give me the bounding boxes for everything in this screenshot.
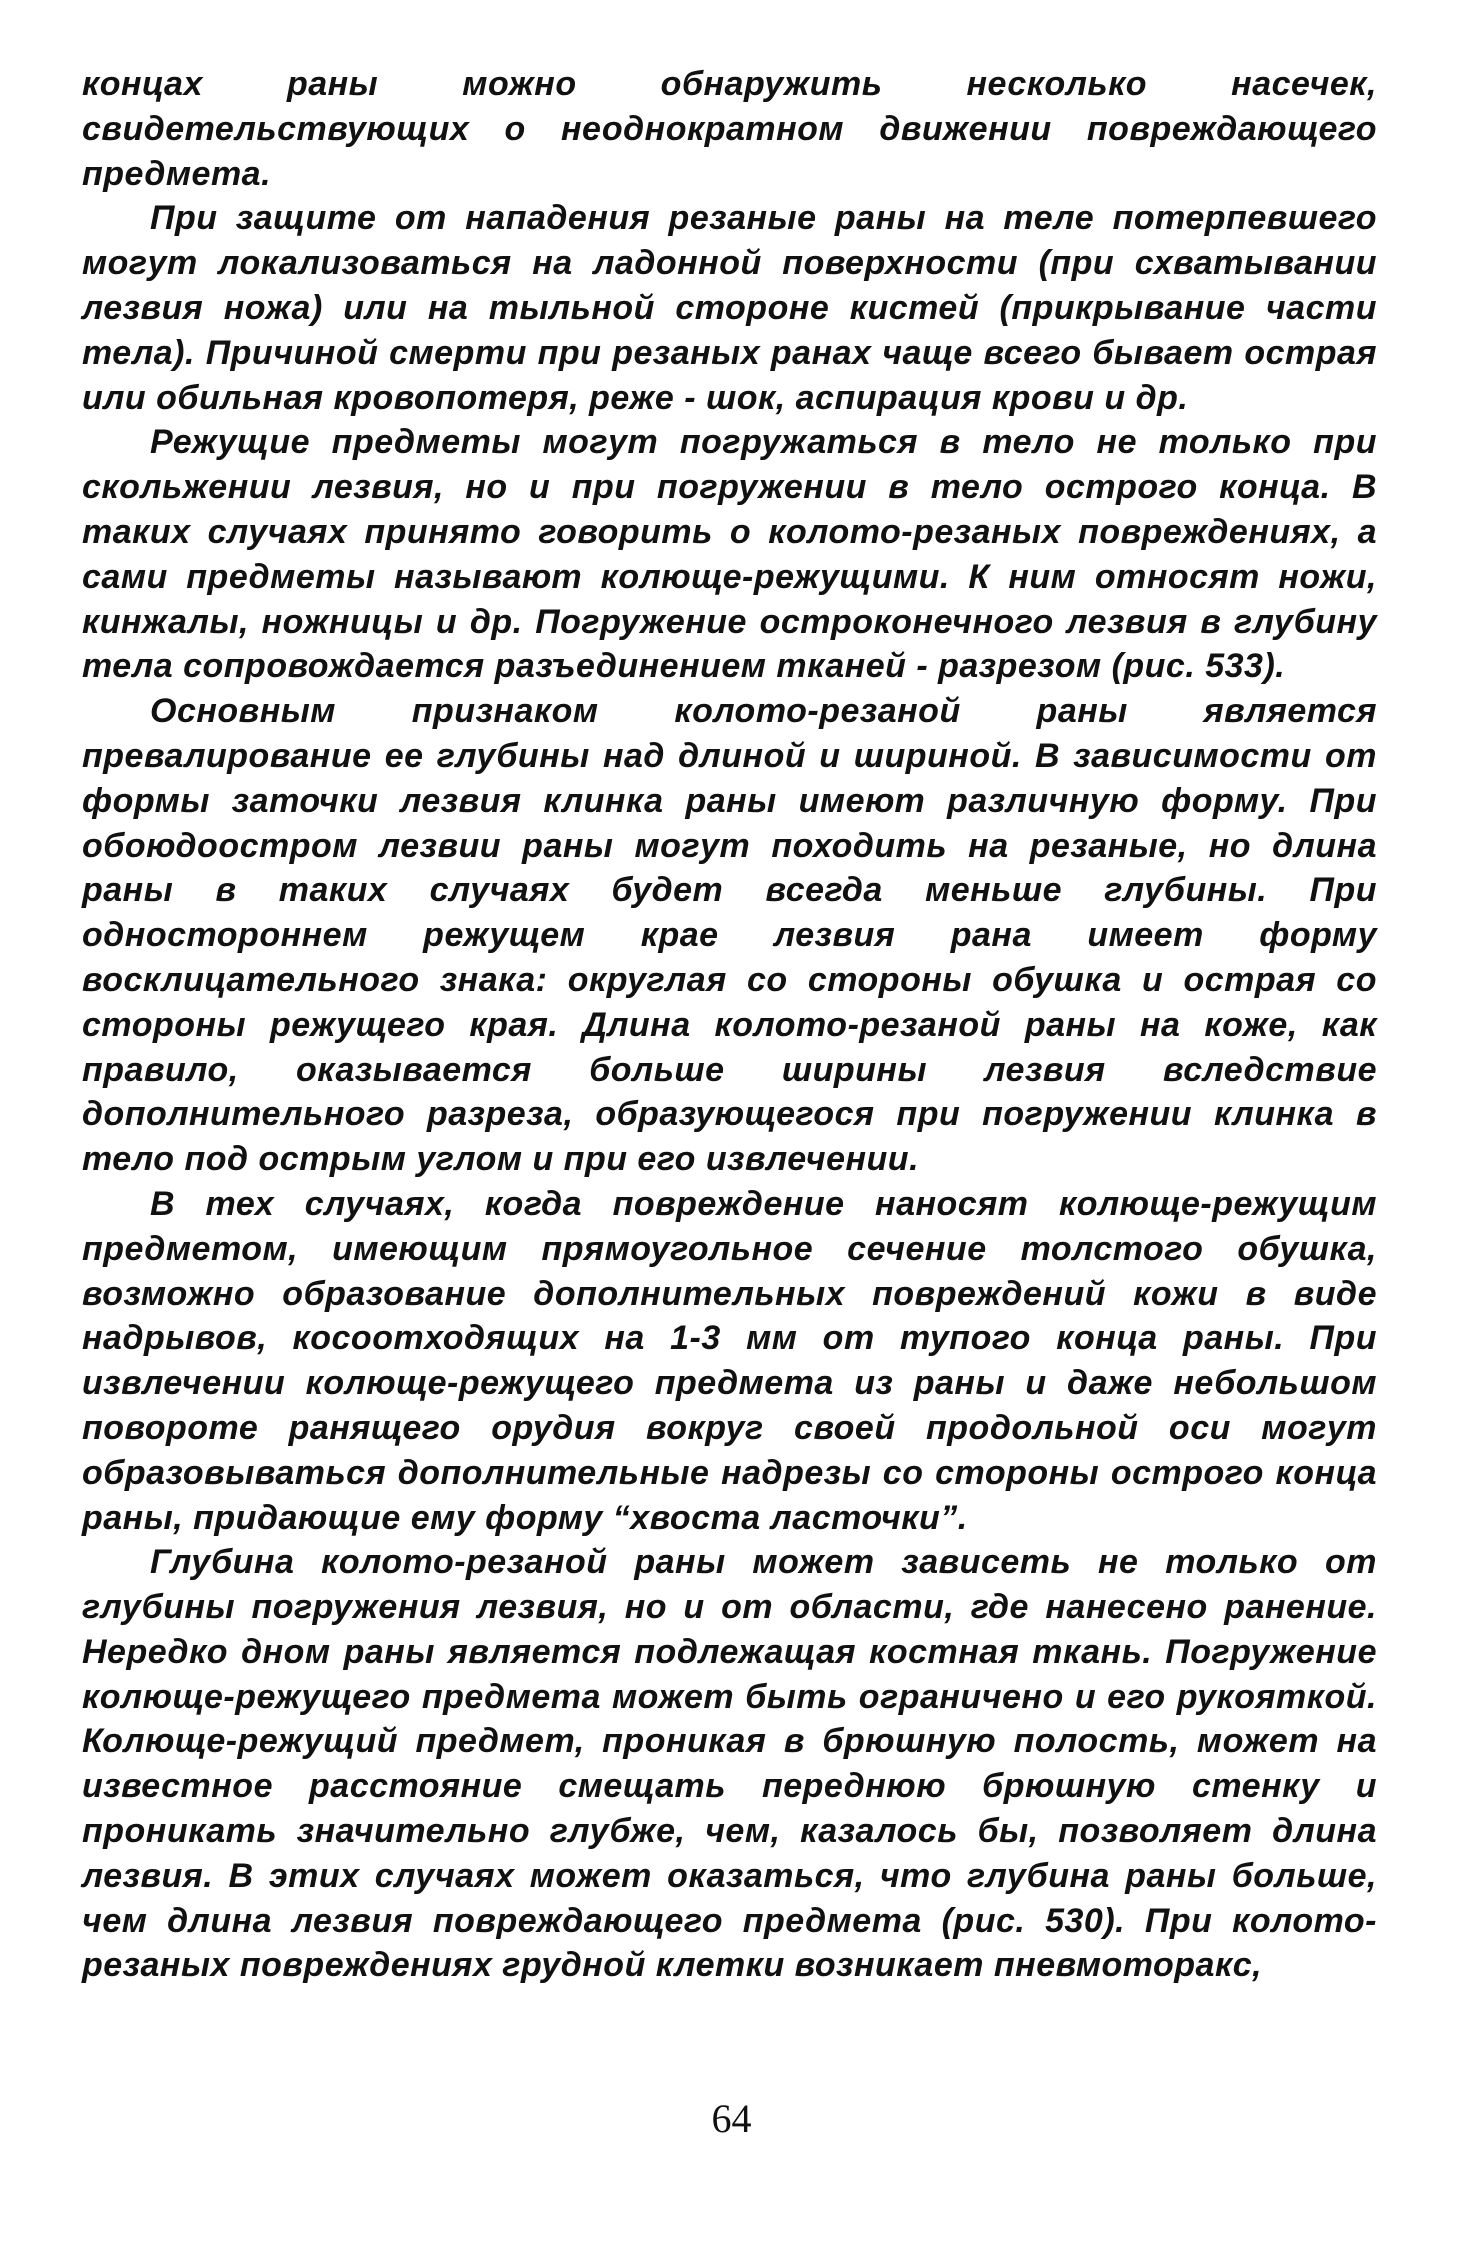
paragraph-wound-depth: Глубина колото-резаной раны может зависеть не только от глубины погружения лезвия, но и от области, где нанесено ранение. Нередко дном раны является подлежащая костная ткань. Погружение колюще-режущего предмета может быть ограничено и его рукояткой. Колюще-режущий предмет, проникая в брюшную полость, может на известное расстояние смещать переднюю брюшную стенку и проникать значительно глубже, чем, казалось бы, позволяет длина лезвия. В этих случаях может оказаться, что глубина раны больше, чем длина лезвия повреждающего предмета (рис. 530). При колото-резаных повреждениях грудной клетки возникает пневмоторакс, <box>82 1543 1377 1985</box>
page-text <box>82 62 1377 1988</box>
paragraph-main-sign: Основным признаком колото-резаной раны является превалирование ее глубины над длиной и шириной. В зависимости от формы заточки лезвия клинка раны имеют различную форму. При обоюдоостром лезвии раны могут походить на резаные, но длина раны в таких случаях будет всегда меньше глубины. При одностороннем режущем крае лезвия рана имеет форму восклицательного знака: округлая со стороны обушка и острая со стороны режущего края. Длина колото-резаной раны на коже, как правило, оказывается больше ширины лезвия вследствие дополнительного разреза, образующегося при погружении клинка в тело под острым углом и при его извлечении. <box>82 692 1377 1179</box>
page-number: 64 <box>711 2096 752 2141</box>
paragraph-stab-cut-objects: Режущие предметы могут погружаться в тело не только при скольжении лезвия, но и при погружении в тело острого конца. В таких случаях принято говорить о колото-резаных повреждениях, а сами предметы называют колюще-режущими. К ним относят ножи, кинжалы, ножницы и др. Погружение остроконечного лезвия в глубину тела сопровождается разъединением тканей - разрезом (рис. 533). <box>82 423 1377 686</box>
paragraph-defense-wounds: При защите от нападения резаные раны на теле потерпевшего могут локализоваться на ладонной поверхности (при схватывании лезвия ножа) или на тыльной стороне кистей (прикрывание части тела). Причиной смерти при резаных ранах чаще всего бывает острая или обильная кровопотеря, реже - шок, аспирация крови и др. <box>82 199 1377 417</box>
paragraph-continuation: концах раны можно обнаружить несколько насечек, свидетельствующих о неоднократном движении повреждающего предмета. <box>82 65 1377 193</box>
paragraph-additional-damage: В тех случаях, когда повреждение наносят колюще-режущим предметом, имеющим прямоугольное сечение толстого обушка, возможно образование дополнительных повреждений кожи в виде надрывов, косоотходящих на 1-3 мм от тупого конца раны. При извлечении колюще-режущего предмета из раны и даже небольшом повороте ранящего орудия вокруг своей продольной оси могут образовываться дополнительные надрезы со стороны острого конца раны, придающие ему форму “хвоста ласточки”. <box>82 1184 1377 1537</box>
